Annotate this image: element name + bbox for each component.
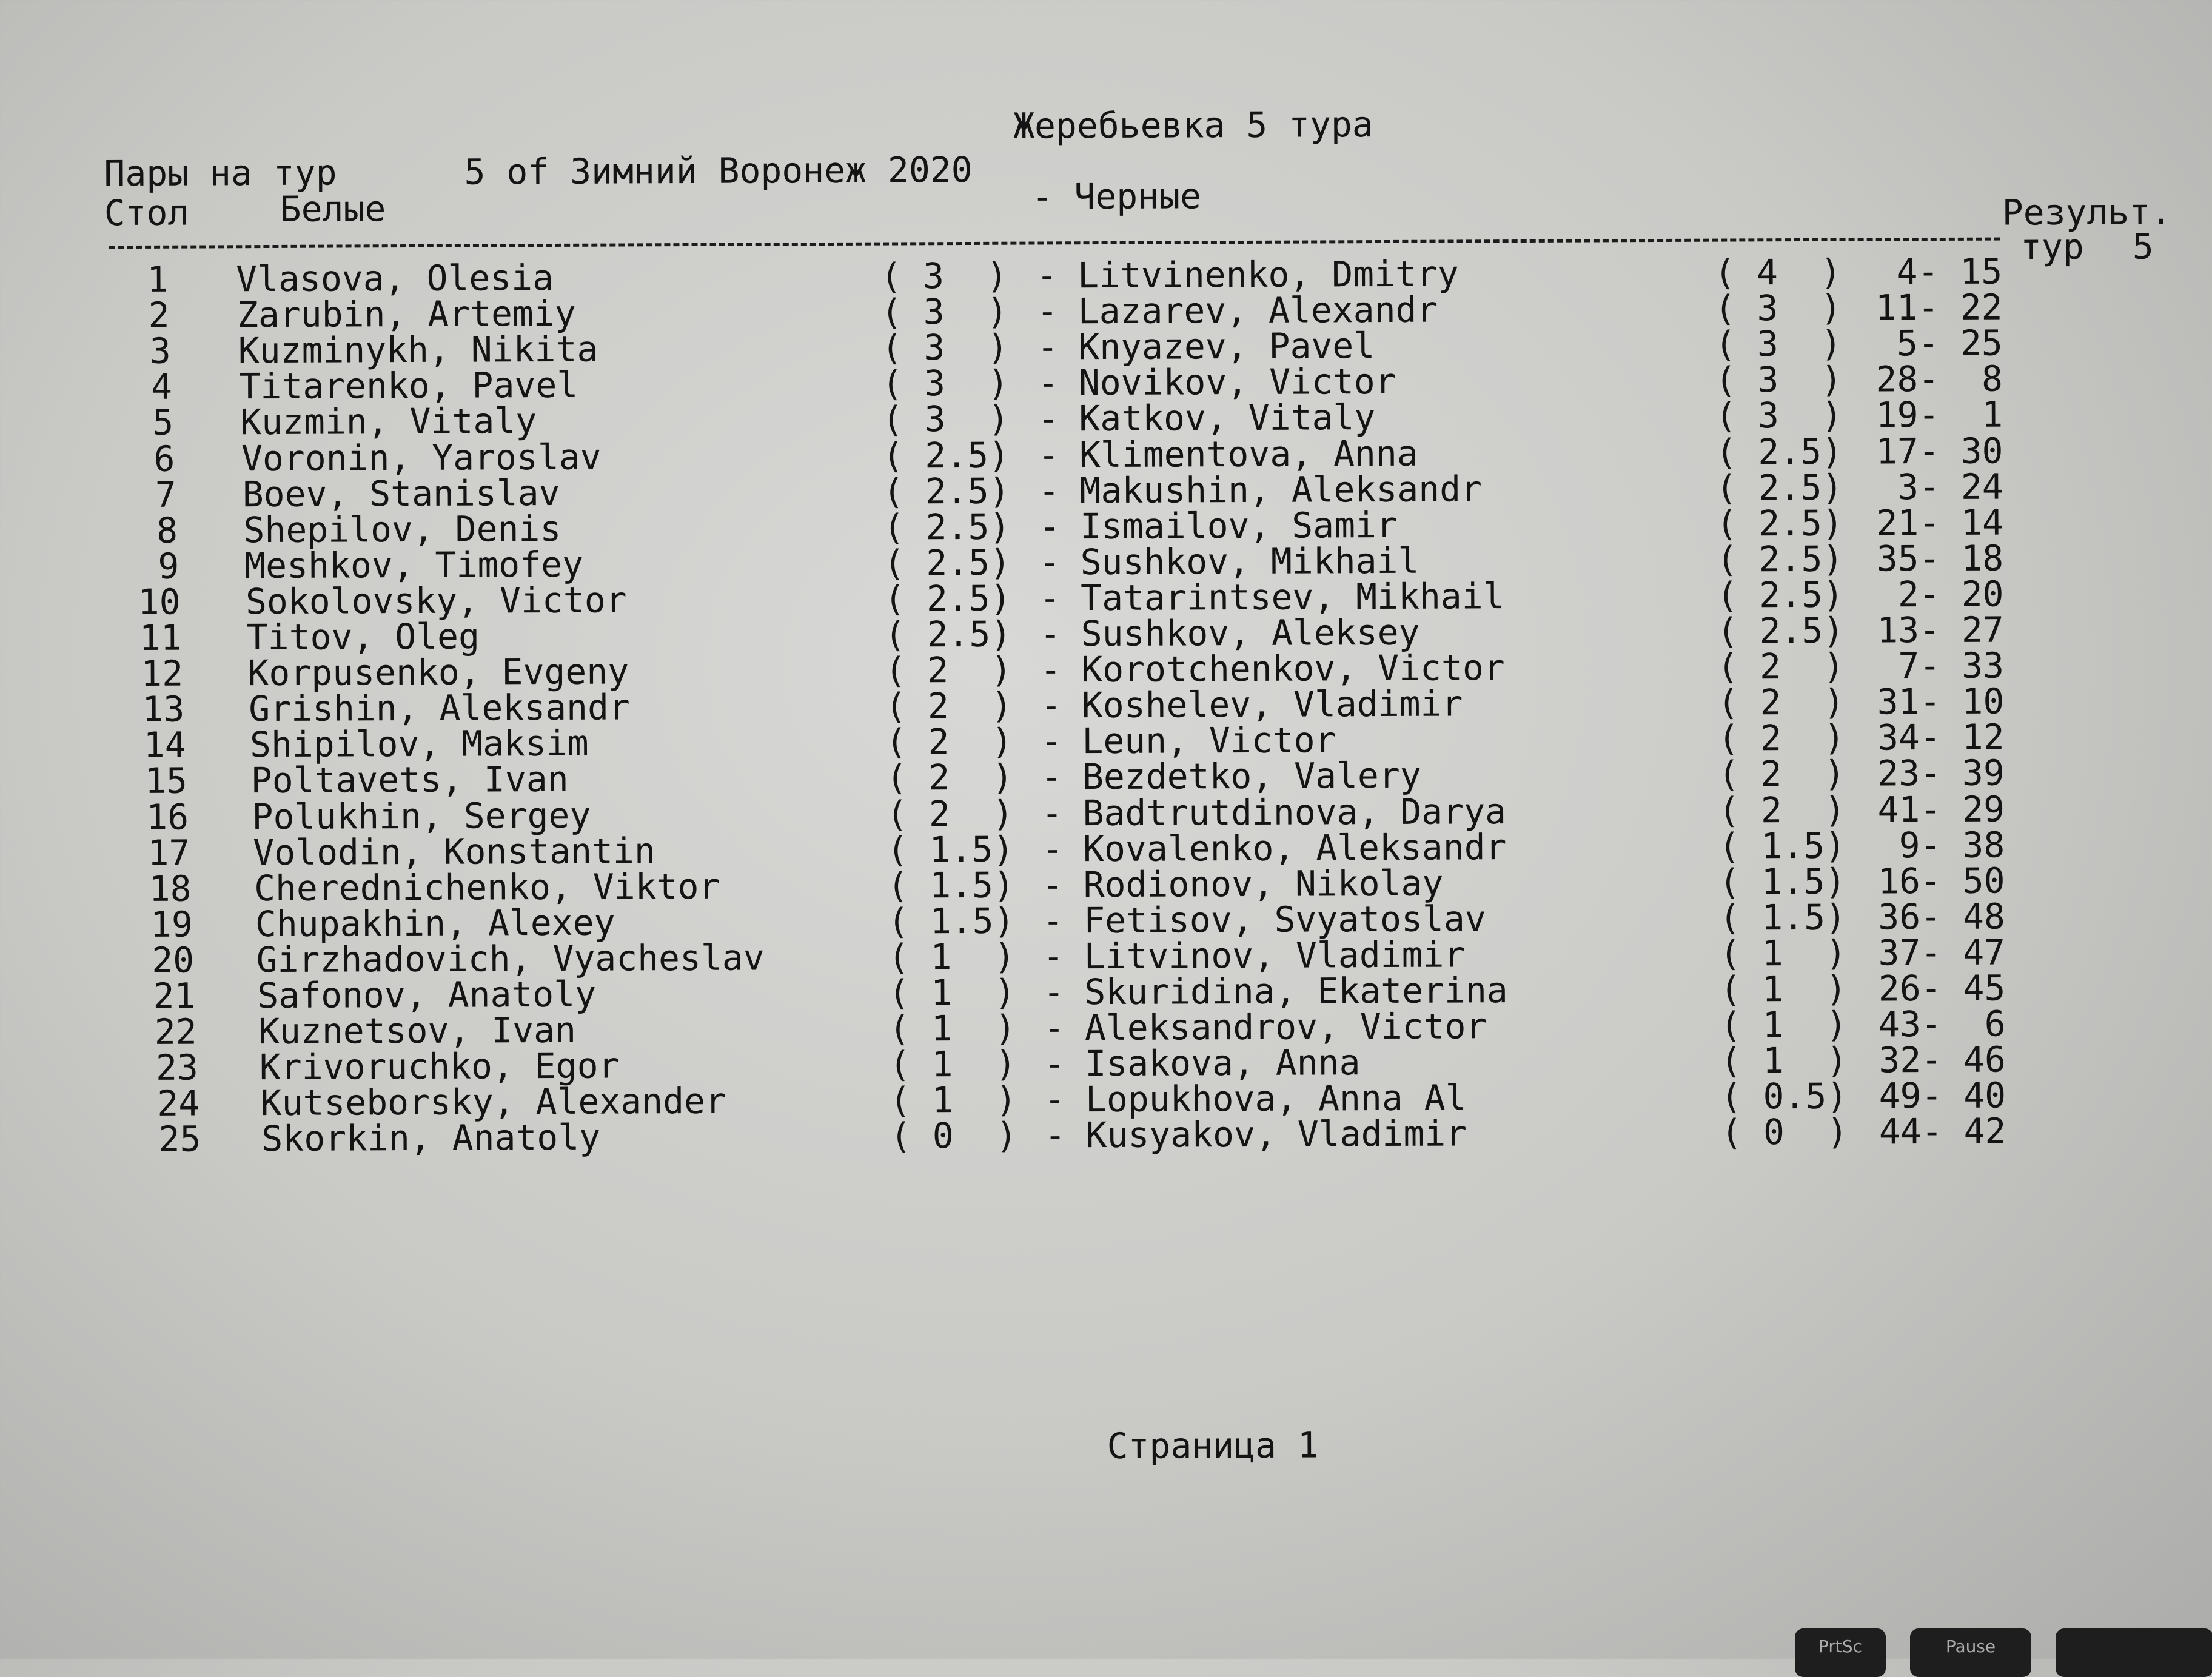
separator: - bbox=[1041, 760, 1062, 795]
black-score: ( 0.5) bbox=[1721, 1079, 1848, 1114]
black-player: Kovalenko, Aleksandr bbox=[1083, 829, 1507, 866]
black-player: Knyazev, Pavel bbox=[1078, 328, 1375, 364]
white-score: ( 1.5) bbox=[888, 903, 1015, 939]
pairing-result: 36- 48 bbox=[1878, 899, 2005, 934]
table-number: 10 bbox=[107, 584, 180, 620]
table-number: 19 bbox=[120, 906, 193, 942]
pairing-result: 9- 38 bbox=[1877, 827, 2005, 863]
pairing-result: 19- 1 bbox=[1875, 397, 2003, 433]
pairing-result: 2- 20 bbox=[1876, 576, 2003, 612]
black-score: ( 2.5) bbox=[1717, 613, 1845, 649]
table-number: 11 bbox=[109, 620, 182, 656]
white-score: ( 2.5) bbox=[883, 544, 1011, 580]
white-score: ( 3 ) bbox=[881, 330, 1008, 366]
white-player: Vlasova, Olesia bbox=[236, 260, 554, 296]
table-number: 14 bbox=[113, 728, 186, 763]
black-player: Kusyakov, Vladimir bbox=[1085, 1116, 1467, 1153]
white-player: Titov, Oleg bbox=[247, 619, 480, 655]
black-score: ( 1.5) bbox=[1719, 899, 1846, 935]
white-player: Kuzmin, Vitaly bbox=[240, 403, 537, 440]
table-number: 7 bbox=[104, 477, 176, 512]
pairing-result: 31- 10 bbox=[1877, 684, 2004, 720]
table-number: 9 bbox=[106, 548, 179, 584]
black-player: Korotchenkov, Victor bbox=[1081, 650, 1505, 687]
black-score: ( 1 ) bbox=[1720, 936, 1847, 971]
black-player: Litvinenko, Dmitry bbox=[1078, 256, 1459, 293]
header-round bbox=[2020, 229, 2154, 264]
pairing-result: 21- 14 bbox=[1876, 504, 2003, 540]
black-score: ( 3 ) bbox=[1715, 398, 1843, 433]
black-score: ( 1 ) bbox=[1720, 971, 1847, 1007]
separator: - bbox=[1042, 903, 1064, 938]
white-score: ( 2.5) bbox=[883, 473, 1010, 509]
black-score: ( 2 ) bbox=[1718, 685, 1845, 720]
page-title: Жеребьевка 5 тура bbox=[1013, 107, 1373, 144]
pairing-result: 43- 6 bbox=[1878, 1006, 2005, 1042]
pairing-result: 41- 29 bbox=[1877, 791, 2005, 827]
white-score: ( 1 ) bbox=[889, 1011, 1016, 1046]
white-player: Kuznetsov, Ivan bbox=[258, 1013, 576, 1049]
table-number: 6 bbox=[102, 441, 175, 477]
black-score: ( 3 ) bbox=[1715, 326, 1842, 362]
separator: - bbox=[1044, 1082, 1065, 1117]
black-player: Badtrutdinova, Darya bbox=[1082, 794, 1506, 831]
black-score: ( 2.5) bbox=[1716, 469, 1843, 505]
white-player: Poltavets, Ivan bbox=[251, 762, 569, 798]
table-number: 23 bbox=[126, 1050, 198, 1086]
black-player: Lazarev, Alexandr bbox=[1078, 292, 1438, 329]
pairing-result: 17- 30 bbox=[1875, 433, 2003, 469]
black-score: ( 2.5) bbox=[1716, 505, 1843, 541]
white-score: ( 2.5) bbox=[885, 617, 1012, 652]
black-score: ( 1 ) bbox=[1720, 1007, 1848, 1043]
separator: - bbox=[1041, 688, 1062, 723]
black-score: ( 3 ) bbox=[1715, 362, 1842, 398]
white-player: Sokolovsky, Victor bbox=[246, 582, 627, 619]
black-score: ( 1.5) bbox=[1719, 863, 1846, 899]
white-player: Cherednichenko, Viktor bbox=[254, 868, 720, 905]
white-player: Kutseborsky, Alexander bbox=[261, 1083, 726, 1120]
pairing-result: 5- 25 bbox=[1875, 326, 2003, 361]
pairing-result: 32- 46 bbox=[1879, 1042, 2006, 1078]
white-player: Korpusenko, Evgeny bbox=[247, 654, 629, 691]
pairing-result: 44- 42 bbox=[1879, 1114, 2006, 1150]
white-score: ( 3 ) bbox=[881, 294, 1008, 330]
black-score: ( 2.5) bbox=[1717, 577, 1844, 613]
separator: - bbox=[1037, 366, 1059, 401]
black-player: Leun, Victor bbox=[1082, 723, 1336, 759]
white-player: Grishin, Aleksandr bbox=[249, 690, 630, 727]
separator: - bbox=[1044, 1010, 1065, 1045]
black-player: Koshelev, Vladimir bbox=[1082, 686, 1463, 723]
separator: - bbox=[1036, 258, 1057, 293]
black-player: Aleksandrov, Victor bbox=[1085, 1008, 1487, 1045]
pairing-result: 23- 39 bbox=[1877, 755, 2005, 791]
table-number: 21 bbox=[122, 979, 195, 1014]
subtitle-left: Пары на тур bbox=[104, 152, 337, 195]
black-player: Klimentova, Anna bbox=[1079, 435, 1418, 472]
black-score: ( 2 ) bbox=[1717, 649, 1845, 685]
table-number: 25 bbox=[128, 1122, 201, 1157]
white-score: ( 2 ) bbox=[885, 688, 1013, 724]
separator: - bbox=[1041, 724, 1062, 759]
white-score: ( 2 ) bbox=[885, 652, 1012, 688]
separator: - bbox=[1043, 974, 1064, 1009]
table-number: 17 bbox=[117, 835, 190, 871]
black-score: ( 2 ) bbox=[1718, 720, 1845, 756]
white-player: Chupakhin, Alexey bbox=[255, 905, 615, 942]
black-player: Katkov, Vitaly bbox=[1079, 400, 1375, 436]
table-number: 20 bbox=[121, 942, 194, 978]
pairing-result: 3- 24 bbox=[1876, 469, 2003, 504]
black-player: Bezdetko, Valery bbox=[1082, 758, 1421, 794]
black-score: ( 1.5) bbox=[1718, 828, 1846, 863]
table-number: 18 bbox=[118, 871, 191, 906]
white-score: ( 2 ) bbox=[886, 760, 1013, 795]
white-player: Safonov, Anatoly bbox=[257, 977, 596, 1013]
white-player: Krivoruchko, Egor bbox=[260, 1048, 620, 1085]
black-score: ( 2.5) bbox=[1717, 541, 1844, 577]
header-result: Результ. bbox=[2002, 194, 2172, 230]
header-round-label: тур bbox=[2020, 226, 2084, 267]
separator: - bbox=[1037, 401, 1059, 437]
header-round-number: 5 bbox=[2133, 229, 2154, 264]
page-footer: Страница 1 bbox=[1107, 1427, 1319, 1464]
separator: - bbox=[1038, 473, 1059, 508]
white-score: ( 2 ) bbox=[886, 724, 1013, 760]
tournament-name: 5 of Зимний Воронеж 2020 bbox=[464, 152, 972, 190]
table-number: 1 bbox=[95, 262, 168, 298]
white-score: ( 1 ) bbox=[890, 1082, 1017, 1118]
black-score: ( 0 ) bbox=[1721, 1114, 1848, 1150]
white-score: ( 1 ) bbox=[890, 1046, 1017, 1082]
pairing-result: 28- 8 bbox=[1875, 361, 2003, 397]
black-player: Lopukhova, Anna Al bbox=[1085, 1080, 1467, 1117]
black-player: Ismailov, Samir bbox=[1080, 507, 1398, 544]
separator: - bbox=[1044, 1046, 1065, 1081]
white-score: ( 2.5) bbox=[883, 509, 1011, 544]
white-player: Polukhin, Sergey bbox=[252, 797, 591, 834]
separator: - bbox=[1038, 437, 1059, 472]
separator: - bbox=[1039, 544, 1061, 580]
black-player: Litvinov, Vladimir bbox=[1084, 937, 1466, 974]
black-player: Makushin, Aleksandr bbox=[1079, 471, 1482, 508]
subtitle bbox=[104, 152, 972, 191]
header-table: Стол bbox=[104, 195, 189, 231]
separator: - bbox=[1042, 867, 1064, 902]
table-number: 12 bbox=[110, 656, 183, 692]
white-score: ( 2.5) bbox=[884, 581, 1011, 617]
separator: - bbox=[1040, 652, 1061, 687]
black-player: Novikov, Victor bbox=[1079, 364, 1396, 400]
pairing-result: 26- 45 bbox=[1878, 971, 2005, 1006]
black-player: Rodionov, Nikolay bbox=[1084, 865, 1444, 902]
white-score: ( 2.5) bbox=[882, 437, 1010, 473]
black-score: ( 3 ) bbox=[1715, 290, 1842, 326]
pairing-result: 16- 50 bbox=[1877, 863, 2005, 899]
separator: - bbox=[1042, 831, 1063, 866]
table-number: 3 bbox=[98, 333, 171, 369]
separator: - bbox=[1040, 616, 1061, 651]
separator: - bbox=[1039, 580, 1061, 615]
separator: - bbox=[1041, 795, 1062, 831]
pairing-result: 37- 47 bbox=[1878, 934, 2005, 970]
header-white: Белые bbox=[280, 191, 386, 227]
white-player: Voronin, Yaroslav bbox=[241, 439, 602, 476]
black-player: Isakova, Anna bbox=[1085, 1045, 1360, 1081]
black-player: Fetisov, Svyatoslav bbox=[1084, 901, 1486, 938]
pairing-result: 34- 12 bbox=[1877, 720, 2004, 755]
table-number: 24 bbox=[127, 1086, 199, 1122]
separator: - bbox=[1043, 939, 1064, 974]
white-score: ( 3 ) bbox=[880, 258, 1008, 294]
white-player: Girzhadovich, Vyacheslav bbox=[256, 940, 764, 977]
black-score: ( 2.5) bbox=[1715, 433, 1843, 469]
separator: - bbox=[1039, 509, 1060, 544]
white-score: ( 1 ) bbox=[888, 939, 1016, 975]
table-number: 4 bbox=[99, 369, 172, 405]
separator: - bbox=[1044, 1118, 1065, 1153]
pairing-result: 7- 33 bbox=[1877, 648, 2004, 684]
black-score: ( 2 ) bbox=[1718, 792, 1846, 828]
table-number: 13 bbox=[112, 692, 184, 728]
table-number: 22 bbox=[124, 1014, 197, 1050]
table-number: 8 bbox=[105, 512, 178, 548]
white-player: Skorkin, Anatoly bbox=[261, 1120, 600, 1156]
table-number: 2 bbox=[96, 298, 169, 333]
white-player: Shipilov, Maksim bbox=[250, 726, 589, 762]
keyboard-key-edge bbox=[2056, 1628, 2212, 1677]
white-player: Boev, Stanislav bbox=[243, 475, 560, 512]
white-player: Meshkov, Timofey bbox=[244, 547, 583, 583]
table-number: 5 bbox=[101, 405, 173, 441]
black-score: ( 2 ) bbox=[1718, 756, 1845, 792]
keyboard-key: PrtSc bbox=[1795, 1628, 1886, 1677]
pairing-result: 13- 27 bbox=[1877, 612, 2004, 648]
white-player: Titarenko, Pavel bbox=[239, 367, 578, 404]
white-score: ( 3 ) bbox=[882, 401, 1010, 437]
table-number: 15 bbox=[115, 763, 187, 799]
black-player: Sushkov, Mikhail bbox=[1081, 543, 1419, 580]
separator: - bbox=[1037, 293, 1058, 329]
keyboard-key: Pause bbox=[1910, 1628, 2031, 1677]
white-score: ( 1.5) bbox=[887, 831, 1014, 867]
black-player: Tatarintsev, Mikhail bbox=[1081, 578, 1504, 615]
black-player: Sushkov, Aleksey bbox=[1081, 615, 1420, 651]
table-number: 16 bbox=[116, 799, 189, 835]
white-player: Kuzminykh, Nikita bbox=[238, 332, 598, 369]
header-black: - Черные bbox=[1032, 178, 1202, 214]
black-score: ( 4 ) bbox=[1714, 255, 1842, 290]
black-score: ( 1 ) bbox=[1720, 1043, 1848, 1079]
white-player: Zarubin, Artemiy bbox=[237, 296, 576, 332]
dashed-divider bbox=[109, 238, 2000, 249]
white-player: Shepilov, Denis bbox=[243, 511, 561, 547]
pairing-result: 4- 15 bbox=[1875, 254, 2002, 290]
white-score: ( 2 ) bbox=[886, 795, 1014, 831]
white-score: ( 3 ) bbox=[882, 366, 1009, 401]
pairing-result: 35- 18 bbox=[1876, 540, 2003, 576]
white-score: ( 1.5) bbox=[887, 867, 1014, 903]
black-player: Skuridina, Ekaterina bbox=[1084, 972, 1508, 1009]
white-score: ( 1 ) bbox=[888, 975, 1016, 1011]
pairing-result: 11- 22 bbox=[1875, 290, 2002, 326]
white-score: ( 0 ) bbox=[890, 1118, 1017, 1154]
white-player: Volodin, Konstantin bbox=[253, 833, 655, 870]
pairing-result: 49- 40 bbox=[1879, 1078, 2006, 1114]
separator: - bbox=[1037, 330, 1058, 365]
